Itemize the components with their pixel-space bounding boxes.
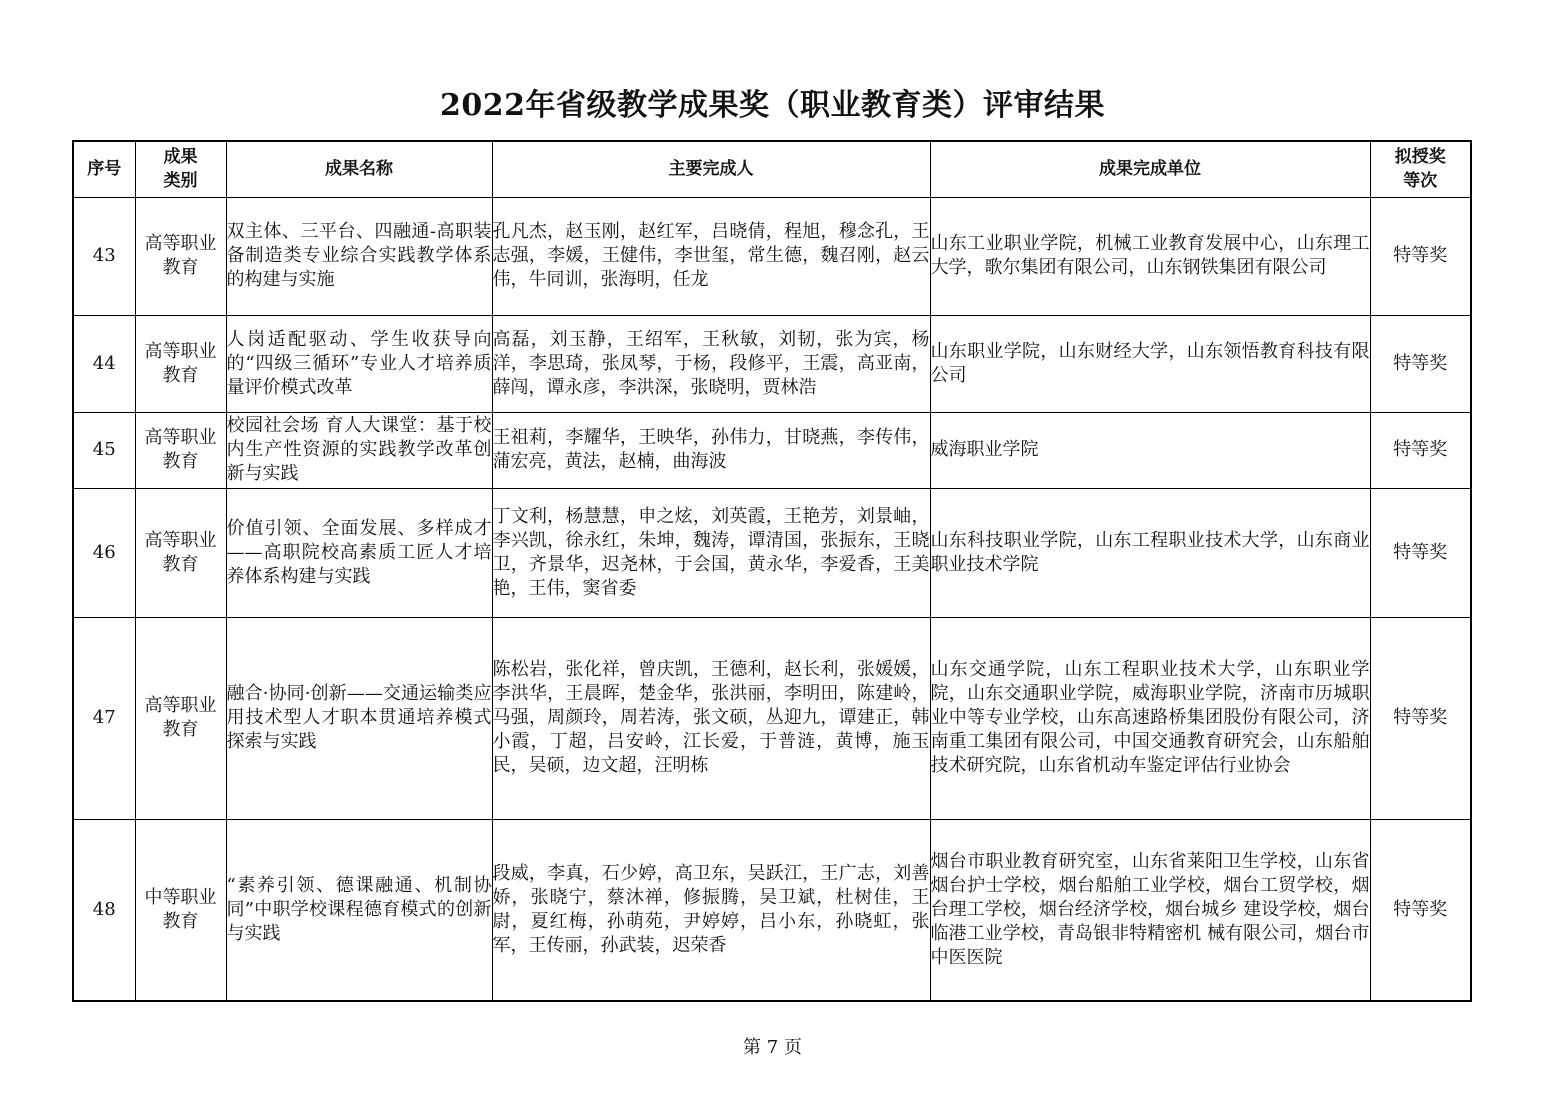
row-name: 双主体、三平台、四融通-高职装备制造类专业综合实践教学体系的构建与实施 (226, 197, 492, 315)
row-award: 特等奖 (1370, 488, 1471, 617)
row-people: 王祖莉，李耀华，王映华，孙伟力，甘晓燕，李传伟，蒲宏亮，黄法，赵楠，曲海波 (492, 412, 930, 488)
row-category: 高等职业教育 (135, 617, 226, 819)
page-title: 2022年省级教学成果奖（职业教育类）评审结果 (440, 88, 1105, 123)
row-unit: 山东科技职业学院，山东工程职业技术大学，山东商业职业技术学院 (930, 488, 1370, 617)
row-award: 特等奖 (1370, 617, 1471, 819)
row-no: 43 (73, 197, 135, 315)
table-header-row (73, 141, 1471, 197)
row-name: 人岗适配驱动、学生收获导向的“四级三循环”专业人才培养质量评价模式改革 (226, 315, 492, 412)
row-people: 孔凡杰，赵玉刚，赵红军，吕晓倩，程旭，穆念孔，王志强，李媛，王健伟，李世玺，常生德，魏召刚，赵云伟，牛同训，张海明，任龙 (492, 197, 930, 315)
page-number: 第 7 页 (743, 1037, 802, 1058)
header-category: 成果类别 (135, 141, 226, 197)
row-people: 丁文利，杨慧慧，申之炫，刘英霞，王艳芳，刘景岫，李兴凯，徐永红，朱坤，魏涛，谭清国，张振东，王晓卫，齐景华，迟尧林，于会国，黄永华，李爱香，王美艳，王伟，窦省委 (492, 488, 930, 617)
row-unit: 山东工业职业学院，机械工业教育发展中心，山东理工大学，歌尔集团有限公司，山东钢铁集团有限公司 (930, 197, 1370, 315)
table-row (73, 412, 1471, 488)
row-category: 高等职业教育 (135, 488, 226, 617)
row-unit: 山东职业学院，山东财经大学，山东领悟教育科技有限公司 (930, 315, 1370, 412)
row-category: 高等职业教育 (135, 315, 226, 412)
table-row (73, 197, 1471, 315)
row-no: 46 (73, 488, 135, 617)
row-name: 校园社会场 育人大课堂：基于校内生产性资源的实践教学改革创新与实践 (226, 412, 492, 488)
row-category: 高等职业教育 (135, 197, 226, 315)
row-unit: 山东交通学院，山东工程职业技术大学，山东职业学院，山东交通职业学院，威海职业学院，济南市历城职业中等专业学校，山东高速路桥集团股份有限公司，济南重工集团有限公司，中国交通教育研究会，山东船舶技术研究院，山东省机动车鉴定评估行业协会 (930, 617, 1370, 819)
row-award: 特等奖 (1370, 819, 1471, 1001)
table-row (73, 488, 1471, 617)
row-no: 48 (73, 819, 135, 1001)
row-category: 高等职业教育 (135, 412, 226, 488)
row-people: 高磊，刘玉静，王绍军，王秋敏，刘韧，张为宾，杨洋，李思琦，张凤琴，于杨，段修平，王震，高亚南，薛闯，谭永彦，李洪深，张晓明，贾林浩 (492, 315, 930, 412)
row-no: 44 (73, 315, 135, 412)
header-people: 主要完成人 (492, 141, 930, 197)
table-row (73, 617, 1471, 819)
row-unit: 烟台市职业教育研究室，山东省莱阳卫生学校，山东省烟台护士学校，烟台船舶工业学校，烟台工贸学校，烟台理工学校，烟台经济学校，烟台城乡 建设学校，烟台临港工业学校，青岛银非特精密机 械有限公司，烟台市中医医院 (930, 819, 1370, 1001)
row-no: 47 (73, 617, 135, 819)
row-unit: 威海职业学院 (930, 412, 1370, 488)
row-category: 中等职业教育 (135, 819, 226, 1001)
header-award: 拟授奖等次 (1370, 141, 1471, 197)
table-row (73, 819, 1471, 1001)
row-people: 陈松岩，张化祥，曾庆凯，王德利，赵长利，张媛媛，李洪华，王晨晖，楚金华，张洪丽，李明田，陈建岭，马强，周颜玲，周若涛，张文硕，丛迎九，谭建正，韩小霞，丁超，吕安岭，江长爱，于普涟，黄博，施玉民，吴硕，边文超，汪明栋 (492, 617, 930, 819)
header-unit: 成果完成单位 (930, 141, 1370, 197)
row-no: 45 (73, 412, 135, 488)
results-table (72, 140, 1472, 1002)
header-no: 序号 (73, 141, 135, 197)
row-name: 价值引领、全面发展、多样成才——高职院校高素质工匠人才培养体系构建与实践 (226, 488, 492, 617)
row-award: 特等奖 (1370, 315, 1471, 412)
row-people: 段威，李真，石少婷，高卫东，吴跃江，王广志，刘善娇，张晓宁，蔡沐禅，修振腾，吴卫斌，杜树佳，王尉，夏红梅，孙萌苑，尹婷婷，吕小东，孙晓虹，张军，王传丽，孙武装，迟荣香 (492, 819, 930, 1001)
row-award: 特等奖 (1370, 197, 1471, 315)
row-award: 特等奖 (1370, 412, 1471, 488)
row-name: “素养引领、德课融通、机制协同”中职学校课程德育模式的创新与实践 (226, 819, 492, 1001)
row-name: 融合·协同·创新——交通运输类应用技术型人才职本贯通培养模式探索与实践 (226, 617, 492, 819)
header-name: 成果名称 (226, 141, 492, 197)
table-row (73, 315, 1471, 412)
